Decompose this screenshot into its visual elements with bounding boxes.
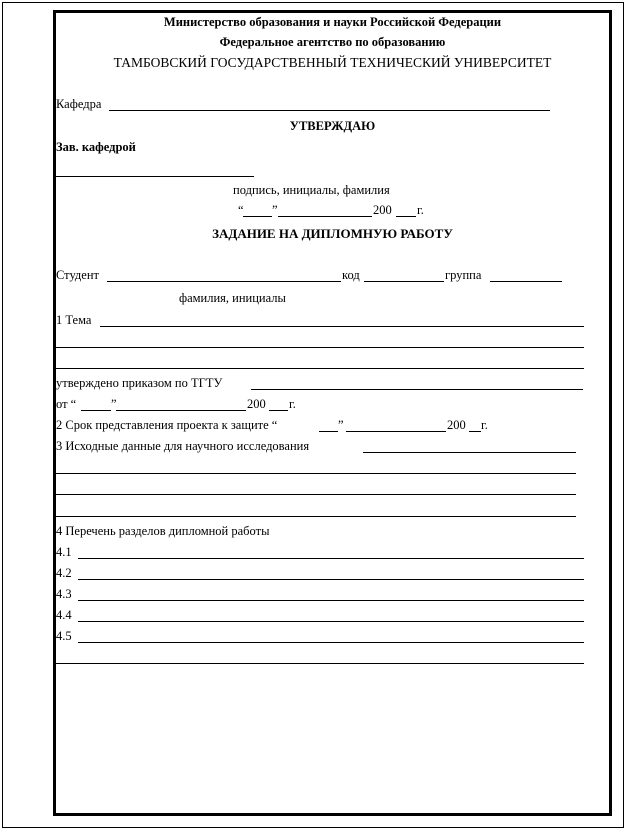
- topic-field-line-1[interactable]: [100, 326, 584, 327]
- order-month-field[interactable]: [116, 410, 246, 411]
- section-4-5-label: 4.5: [56, 629, 72, 643]
- section-4-3-label: 4.3: [56, 587, 72, 601]
- group-field[interactable]: [490, 281, 562, 282]
- approval-year-prefix: 200: [373, 203, 392, 217]
- order-year-field[interactable]: [269, 410, 288, 411]
- deadline-month-field[interactable]: [346, 431, 446, 432]
- ministry-line: Министерство образования и науки Российской Федерации: [163, 15, 502, 29]
- approval-date-open-quote: “: [238, 203, 244, 217]
- source-data-label: 3 Исходные данные для научного исследования: [56, 439, 310, 453]
- approval-date-close-quote: ”: [272, 203, 278, 217]
- approval-day-field[interactable]: [243, 216, 272, 217]
- section-4-1-field[interactable]: [78, 558, 584, 559]
- deadline-label: 2 Срок представления проекта к защите “: [56, 418, 278, 432]
- topic-field-line-3[interactable]: [56, 368, 584, 369]
- head-of-department-label: Зав. кафедрой: [56, 140, 136, 154]
- deadline-year-suffix: г.: [481, 418, 488, 432]
- order-date-close-quote: ”: [111, 397, 117, 411]
- section-4-2-label: 4.2: [56, 566, 72, 580]
- department-field[interactable]: [109, 110, 550, 111]
- code-label: код: [342, 268, 360, 282]
- order-date-label: от “: [56, 397, 77, 411]
- department-label: Кафедра: [56, 97, 102, 111]
- order-day-field[interactable]: [81, 410, 111, 411]
- order-field[interactable]: [251, 389, 583, 390]
- topic-label: 1 Тема: [56, 313, 92, 327]
- order-year-suffix: г.: [289, 397, 296, 411]
- deadline-year-field[interactable]: [469, 431, 481, 432]
- section-4-5-field[interactable]: [78, 642, 584, 643]
- head-signature-field[interactable]: [56, 176, 254, 177]
- section-4-2-field[interactable]: [78, 579, 584, 580]
- approval-year-suffix: г.: [417, 203, 424, 217]
- deadline-close-quote: ”: [338, 418, 344, 432]
- deadline-day-field[interactable]: [319, 431, 338, 432]
- agency-line: Федеральное агентство по образованию: [219, 35, 446, 49]
- code-field[interactable]: [364, 281, 444, 282]
- approve-title: УТВЕРЖДАЮ: [289, 119, 376, 133]
- student-label: Студент: [56, 268, 99, 282]
- signature-caption: подпись, инициалы, фамилия: [233, 183, 390, 197]
- university-name: ТАМБОВСКИЙ ГОСУДАРСТВЕННЫЙ ТЕХНИЧЕСКИЙ УНИВЕРСИТЕТ: [113, 55, 552, 70]
- source-data-field-line-1[interactable]: [363, 452, 576, 453]
- student-name-caption: фамилия, инициалы: [179, 291, 286, 305]
- section-4-4-label: 4.4: [56, 608, 72, 622]
- source-data-field-line-3[interactable]: [56, 494, 576, 495]
- section-extra-field[interactable]: [56, 663, 584, 664]
- sections-label: 4 Перечень разделов дипломной работы: [56, 524, 270, 538]
- deadline-year-prefix: 200: [447, 418, 466, 432]
- student-name-field[interactable]: [107, 281, 341, 282]
- approval-year-field[interactable]: [396, 216, 416, 217]
- source-data-field-line-4[interactable]: [56, 516, 576, 517]
- section-4-3-field[interactable]: [78, 600, 584, 601]
- assignment-title: ЗАДАНИЕ НА ДИПЛОМНУЮ РАБОТУ: [212, 226, 453, 241]
- source-data-field-line-2[interactable]: [56, 473, 576, 474]
- section-4-1-label: 4.1: [56, 545, 72, 559]
- section-4-4-field[interactable]: [78, 621, 584, 622]
- approval-month-field[interactable]: [278, 216, 372, 217]
- group-label: группа: [445, 268, 482, 282]
- topic-field-line-2[interactable]: [56, 347, 584, 348]
- order-year-prefix: 200: [247, 397, 266, 411]
- order-label: утверждено приказом по ТГТУ: [56, 376, 223, 390]
